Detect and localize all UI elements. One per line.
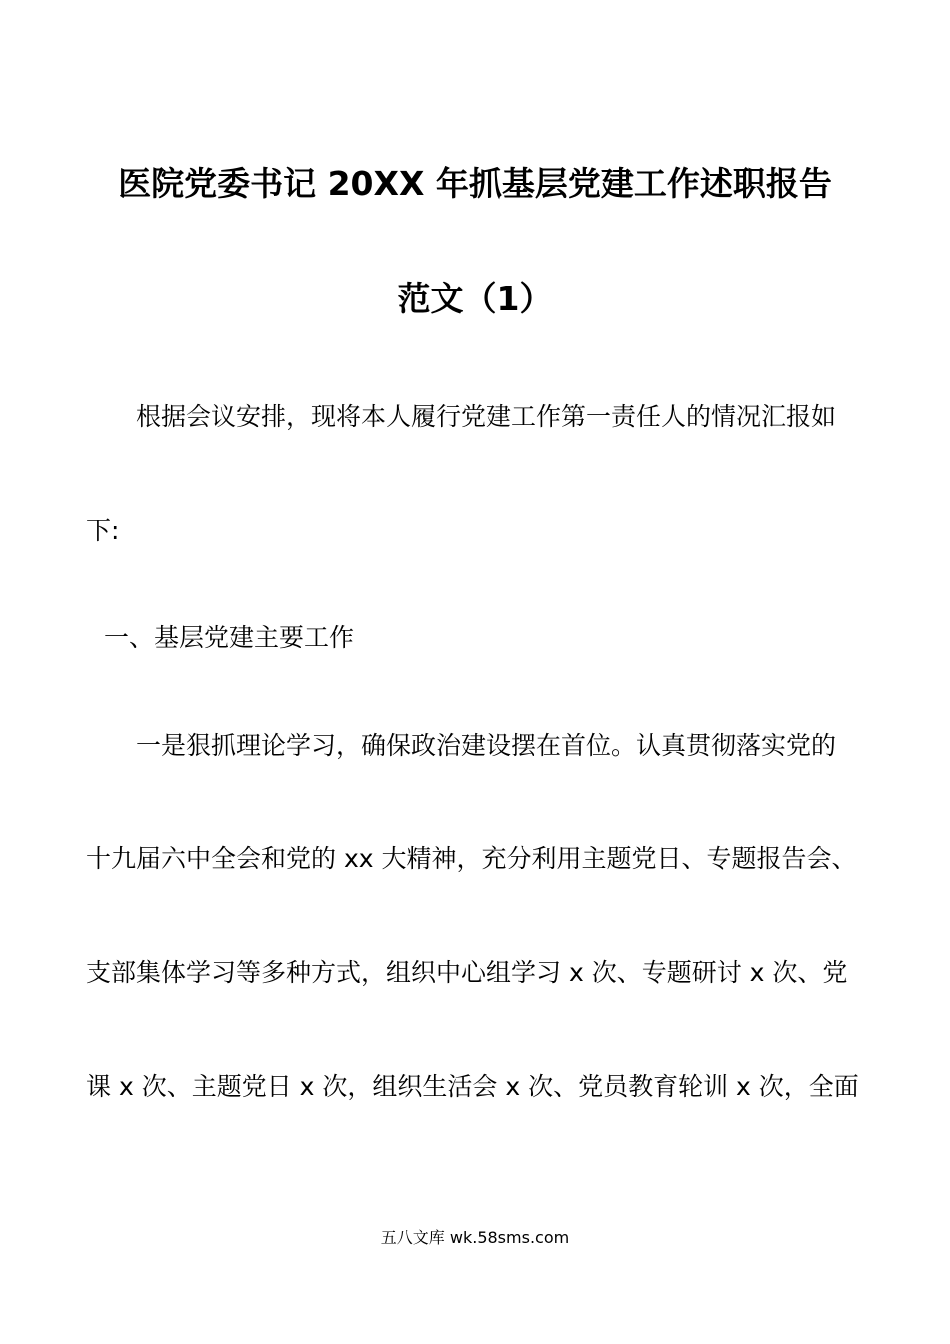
paragraph-1-line-1: 一是狠抓理论学习，确保政治建设摆在首位。认真贯彻落实党的 — [136, 731, 837, 760]
footer-watermark: 五八文库 wk.58sms.com — [380, 1228, 570, 1247]
document-title-line-2: 范文（1） — [397, 279, 553, 318]
document-title-line-1: 医院党委书记 20XX 年抓基层党建工作述职报告 — [118, 164, 832, 203]
intro-paragraph-line-1: 根据会议安排，现将本人履行党建工作第一责任人的情况汇报如 — [136, 402, 837, 431]
paragraph-1-line-4: 课 x 次、主题党日 x 次，组织生活会 x 次、党员教育轮训 x 次，全面 — [86, 1072, 859, 1101]
section-heading-1: 一、基层党建主要工作 — [104, 623, 355, 652]
paragraph-1-line-2: 十九届六中全会和党的 xx 大精神，充分利用主题党日、专题报告会、 — [86, 844, 857, 873]
intro-paragraph-line-2: 下: — [86, 516, 120, 545]
paragraph-1-line-3: 支部集体学习等多种方式，组织中心组学习 x 次、专题研讨 x 次、党 — [86, 958, 848, 987]
